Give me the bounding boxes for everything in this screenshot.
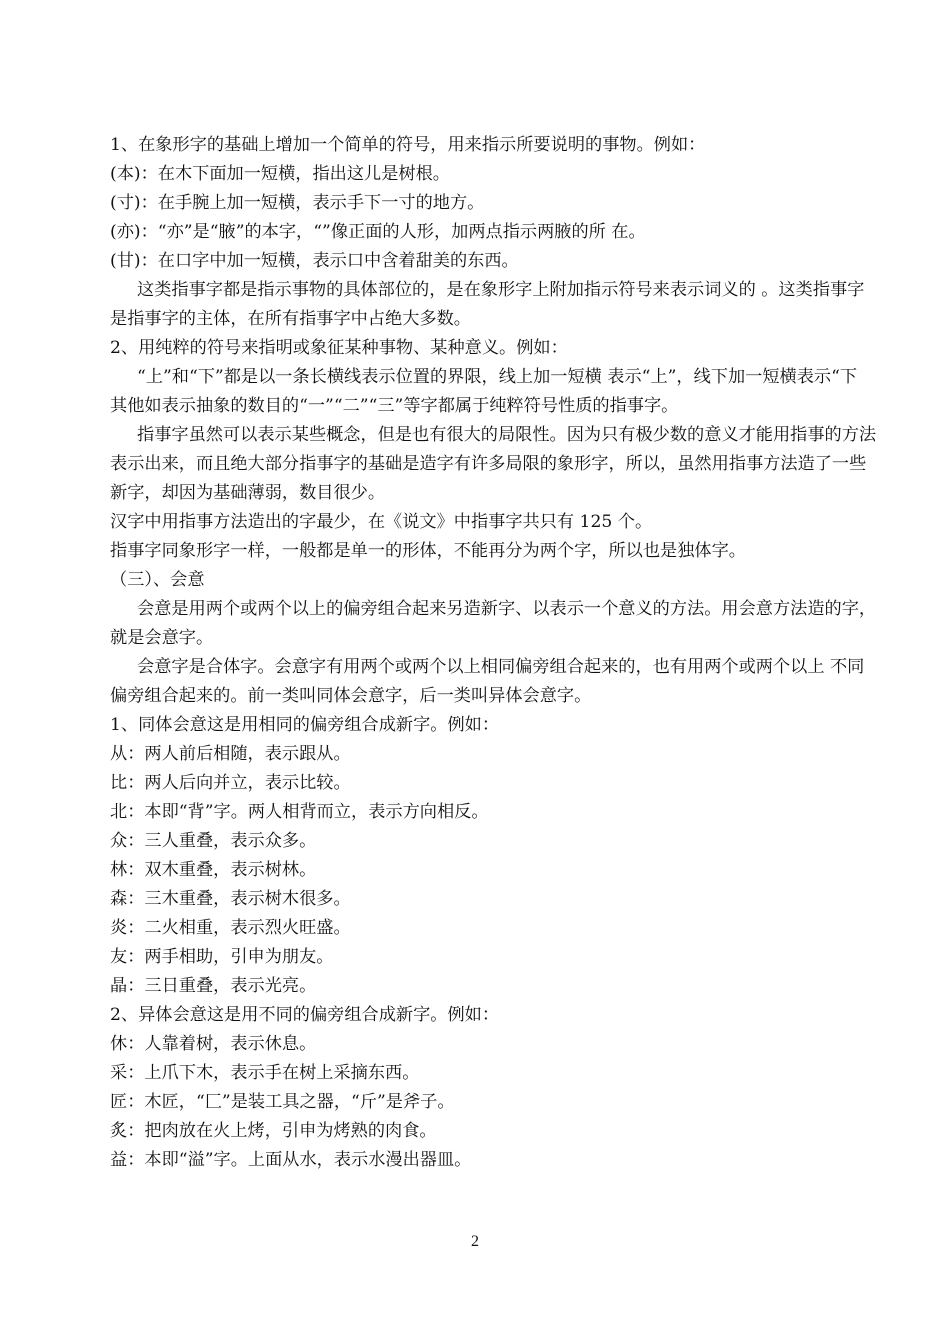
paragraph: (本)：在木下面加一短横，指出这儿是树根。	[110, 164, 450, 184]
paragraph: 2、异体会意这是用不同的偏旁组合成新字。例如：	[110, 1005, 500, 1025]
paragraph: （三）、会意	[110, 570, 205, 590]
body-text	[110, 131, 880, 1175]
paragraph: 会意是用两个或两个以上的偏旁组合起来另造新字、以表示一个意义的方法。用会意方法造的字，就是会意字。	[110, 599, 877, 648]
paragraph: 休：人靠着树，表示休息。	[110, 1034, 317, 1054]
paragraph: 指事字同象形字一样，一般都是单一的形体，不能再分为两个字，所以也是独体字。	[110, 541, 746, 561]
paragraph: “上”和“下”都是以一条长横线表示位置的界限，线上加一短横 表示“上”，线下加一短横表示“下	[137, 367, 858, 387]
paragraph: 1、在象形字的基础上增加一个简单的符号，用来指示所要说明的事物。例如：	[110, 135, 706, 155]
paragraph: (寸)：在手腕上加一短横，表示手下一寸的地方。	[110, 193, 485, 213]
paragraph: 林：双木重叠，表示树林。	[110, 860, 317, 880]
paragraph: 匠：木匠，“匚”是装工具之器，“斤”是斧子。	[110, 1092, 455, 1112]
paragraph: 从：两人前后相随，表示跟从。	[110, 744, 351, 764]
paragraph: 晶：三日重叠，表示光亮。	[110, 976, 317, 996]
paragraph: 众：三人重叠，表示众多。	[110, 831, 317, 851]
paragraph: 森：三木重叠，表示树木很多。	[110, 889, 351, 909]
paragraph: 炎：二火相重，表示烈火旺盛。	[110, 918, 351, 938]
paragraph: (甘)：在口字中加一短横，表示口中含着甜美的东西。	[110, 251, 519, 271]
paragraph: 会意字是合体字。会意字有用两个或两个以上相同偏旁组合起来的，也有用两个或两个以上 不同偏旁组合起来的。前一类叫同体会意字，后一类叫异体会意字。	[110, 657, 865, 706]
paragraph: 汉字中用指事方法造出的字最少，在《说文》中指事字共只有 125 个。	[110, 512, 653, 532]
paragraph: 友：两手相助，引申为朋友。	[110, 947, 334, 967]
paragraph: (亦)：“亦”是“腋”的本字，“”像正面的人形，加两点指示两腋的所 在。	[110, 222, 646, 242]
paragraph: 其他如表示抽象的数目的“一”“二”“三”等字都属于纯粹符号性质的指事字。	[110, 396, 679, 416]
paragraph: 炙：把肉放在火上烤，引申为烤熟的肉食。	[110, 1121, 437, 1141]
paragraph: 2、用纯粹的符号来指明或象征某种事物、某种意义。例如：	[110, 338, 568, 358]
page-number: 2	[471, 1233, 479, 1250]
paragraph: 北：本即“背”字。两人相背而立，表示方向相反。	[110, 802, 489, 822]
paragraph: 指事字虽然可以表示某些概念，但是也有很大的局限性。因为只有极少数的意义才能用指事的方法表示出来，而且绝大部分指事字的基础是造字有许多局限的象形字，所以，虽然用指事方法造了一些新字，却因为基础薄弱，数目很少。	[110, 425, 877, 503]
paragraph: 益：本即“溢”字。上面从水，表示水漫出器皿。	[110, 1150, 472, 1170]
paragraph: 1、同体会意这是用相同的偏旁组合成新字。例如：	[110, 715, 500, 735]
paragraph: 采：上爪下木，表示手在树上采摘东西。	[110, 1063, 420, 1083]
paragraph: 这类指事字都是指示事物的具体部位的，是在象形字上附加指示符号来表示词义的 。这类指事字是指事字的主体，在所有指事字中占绝大多数。	[110, 280, 865, 329]
paragraph: 比：两人后向并立，表示比较。	[110, 773, 351, 793]
